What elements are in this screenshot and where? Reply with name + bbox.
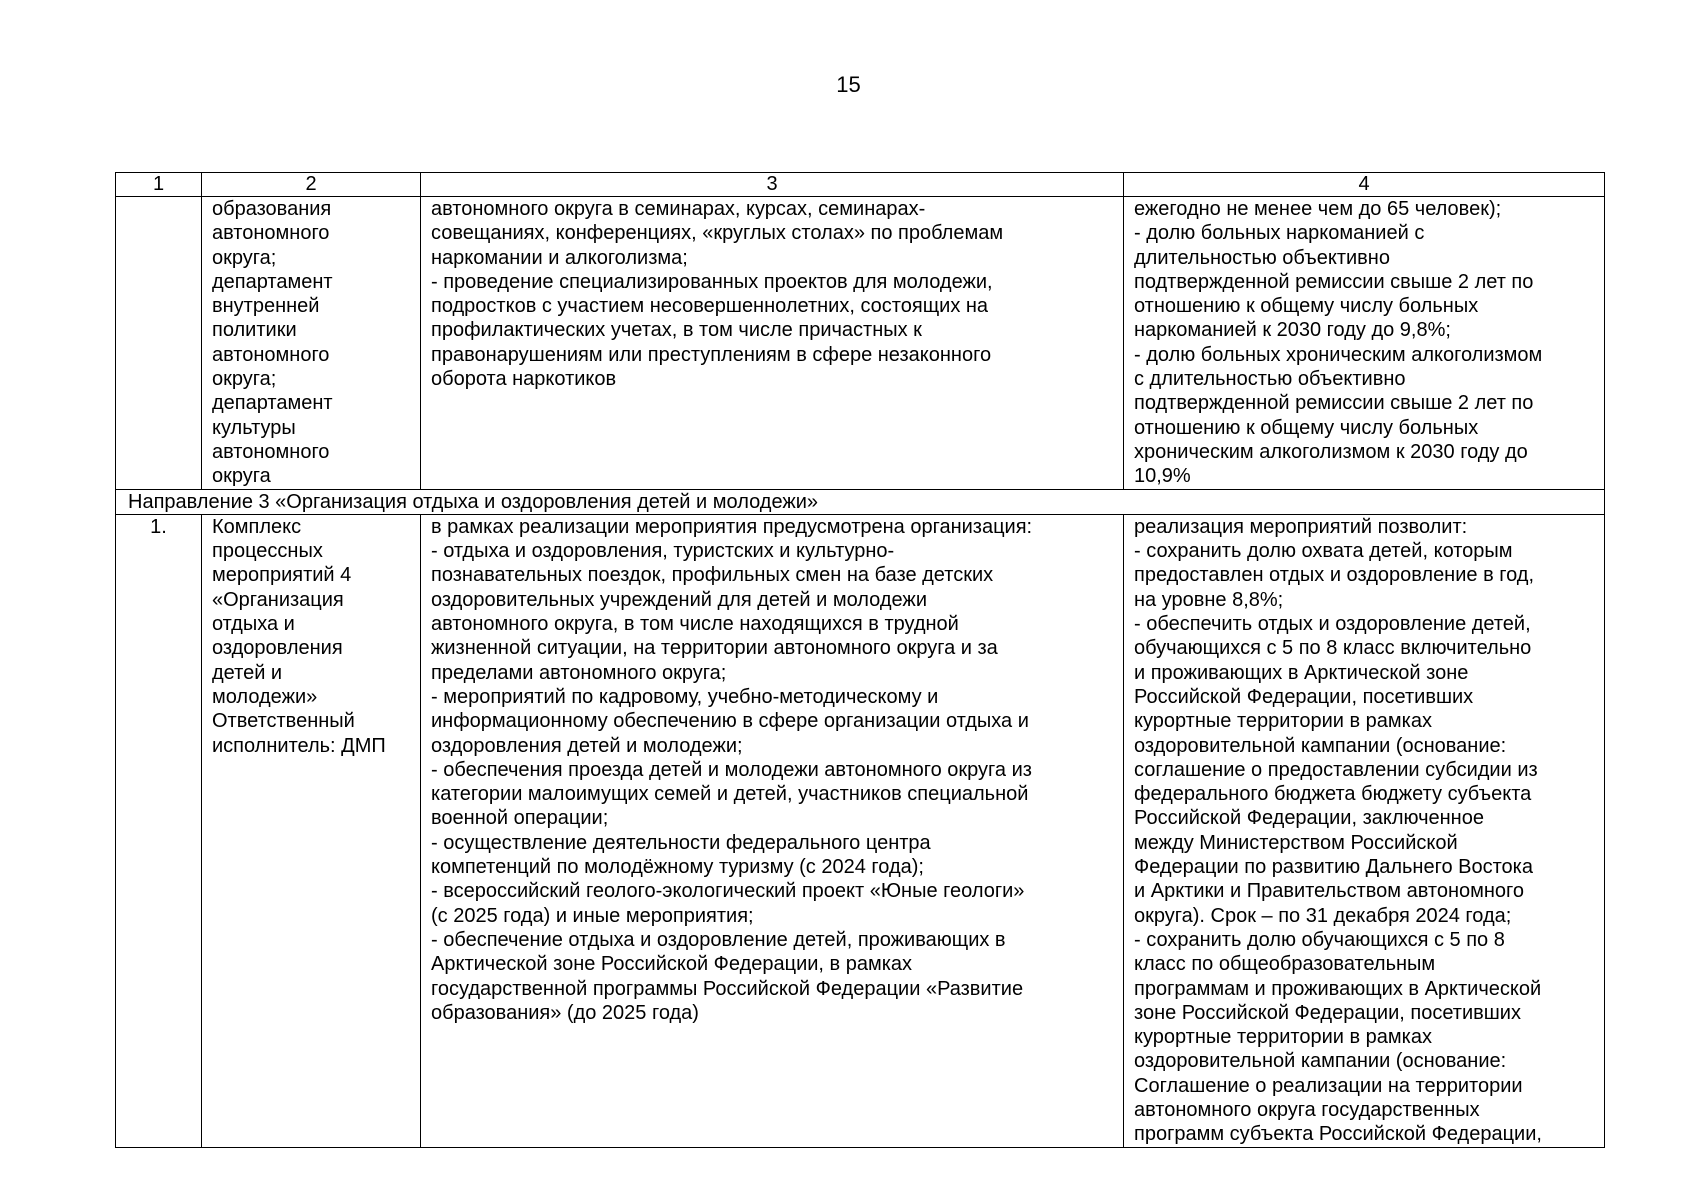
text-line: автономного — [212, 222, 330, 245]
text-line: оздоровительных учреждений для детей и молодежи — [431, 588, 927, 611]
text-line: предоставлен отдых и оздоровление в год, — [1134, 564, 1535, 587]
program-table — [115, 172, 1605, 1148]
text-line: - осуществление деятельности федерального центра — [431, 831, 931, 854]
text-line: - мероприятий по кадровому, учебно-методическому и — [431, 685, 939, 708]
text-line: с длительностью объективно — [1134, 368, 1406, 391]
text-line: познавательных поездок, профильных смен на базе детских — [431, 564, 994, 587]
header-cell-3: 3 — [421, 173, 1124, 197]
text-line: автономного — [212, 440, 330, 463]
text-line: - отдыха и оздоровления, туристских и культурно- — [431, 540, 895, 563]
text-line: оздоровления детей и молодежи; — [431, 734, 743, 757]
text-line: (с 2025 года) и иные мероприятия; — [431, 904, 754, 927]
text-line: мероприятий 4 — [212, 564, 352, 587]
text-line: оборота наркотиков — [431, 368, 617, 391]
text-line: отношению к общему числу больных — [1134, 295, 1479, 318]
text-line: в рамках реализации мероприятия предусмотрена организация: — [431, 515, 1033, 538]
text-line: военной операции; — [431, 807, 609, 830]
text-line: департамент — [212, 270, 333, 293]
page-number: 15 — [836, 72, 861, 97]
text-line: Ответственный — [212, 710, 355, 733]
responsible-cell — [202, 197, 421, 490]
text-line: Российской Федерации, посетивших — [1134, 685, 1474, 708]
text-line: на уровне 8,8%; — [1134, 588, 1284, 611]
text-line: 10,9% — [1134, 465, 1191, 488]
text-line: культуры — [212, 416, 296, 439]
text-line: внутренней — [212, 295, 320, 318]
text-line: соглашение о предоставлении субсидии из — [1134, 758, 1538, 781]
text-line: округа; — [212, 246, 277, 269]
text-line: подтвержденной ремиссии свыше 2 лет по — [1134, 270, 1534, 293]
text-line: зоне Российской Федерации, посетивших — [1134, 1001, 1521, 1024]
text-line: образования» (до 2025 года) — [431, 1001, 699, 1024]
text-line: округа — [212, 465, 271, 488]
text-line: программ субъекта Российской Федерации, — [1134, 1123, 1542, 1146]
text-line: информационному обеспечению в сфере организации отдыха и — [431, 710, 1029, 733]
text-line: - долю больных наркоманией с — [1134, 222, 1425, 245]
text-line: оздоровления — [212, 637, 343, 660]
text-line: курортные территории в рамках — [1134, 1026, 1432, 1049]
text-line: правонарушениям или преступлениям в сфере незаконного — [431, 343, 992, 366]
text-line: Арктической зоне Российской Федерации, в рамках — [431, 953, 913, 976]
text-line: класс по общеобразовательным — [1134, 953, 1436, 976]
text-line: профилактических учетах, в том числе причастных к — [431, 319, 922, 342]
text-line: Комплекс — [212, 515, 302, 538]
text-line: Федерации по развитию Дальнего Востока — [1134, 856, 1533, 879]
text-line: обучающихся с 5 по 8 класс включительно — [1134, 637, 1532, 660]
text-line: округа). Срок – по 31 декабря 2024 года; — [1134, 904, 1512, 927]
text-line: подтвержденной ремиссии свыше 2 лет по — [1134, 392, 1534, 415]
results-cell — [1124, 514, 1605, 1147]
text-line: хроническим алкоголизмом к 2030 году до — [1134, 440, 1528, 463]
header-cell-4: 4 — [1124, 173, 1605, 197]
text-line: Российской Федерации, заключенное — [1134, 807, 1484, 830]
text-line: оздоровительной кампании (основание: — [1134, 734, 1507, 757]
text-line: и проживающих в Арктической зоне — [1134, 661, 1469, 684]
table-row — [116, 514, 1605, 1147]
text-line: государственной программы Российской Федерации «Развитие — [431, 977, 1024, 1000]
text-line: образования — [212, 198, 332, 220]
row-number-cell: 1. — [116, 514, 202, 1147]
text-line: - обеспечить отдых и оздоровление детей, — [1134, 613, 1531, 636]
responsible-cell — [202, 514, 421, 1147]
text-line: программам и проживающих в Арктической — [1134, 977, 1542, 1000]
text-line: ежегодно не менее чем до 65 человек); — [1134, 198, 1502, 220]
text-line: компетенций по молодёжному туризму (с 2024 года); — [431, 856, 924, 879]
text-line: наркомании и алкоголизма; — [431, 246, 688, 269]
text-line: наркоманией к 2030 году до 9,8%; — [1134, 319, 1451, 342]
text-line: курортные территории в рамках — [1134, 710, 1432, 733]
text-line: оздоровительной кампании (основание: — [1134, 1050, 1507, 1073]
section-row — [116, 489, 1605, 514]
text-line: федерального бюджета бюджету субъекта — [1134, 783, 1532, 806]
text-line: - сохранить долю обучающихся с 5 по 8 — [1134, 928, 1505, 951]
table-row — [116, 197, 1605, 490]
text-line: - сохранить долю охвата детей, которым — [1134, 540, 1513, 563]
text-line: автономного округа, в том числе находящихся в трудной — [431, 613, 959, 636]
text-line: длительностью объективно — [1134, 246, 1390, 269]
text-line: процессных — [212, 540, 323, 563]
section-title: Направление 3 «Организация отдыха и оздоровления детей и молодежи» — [116, 489, 1605, 514]
text-line: категории малоимущих семей и детей, участников специальной — [431, 783, 1029, 806]
text-line: детей и — [212, 661, 283, 684]
text-line: между Министерством Российской — [1134, 831, 1458, 854]
text-line: совещаниях, конференциях, «круглых столах» по проблемам — [431, 222, 1004, 245]
text-line: пределами автономного округа; — [431, 661, 727, 684]
text-line: - обеспечение отдыха и оздоровление детей, проживающих в — [431, 928, 1006, 951]
text-line: отдыха и — [212, 613, 295, 636]
table-header-row — [116, 173, 1605, 197]
text-line: - проведение специализированных проектов для молодежи, — [431, 270, 993, 293]
text-line: молодежи» — [212, 685, 318, 708]
text-line: - долю больных хроническим алкоголизмом — [1134, 343, 1543, 366]
text-line: Соглашение о реализации на территории — [1134, 1074, 1523, 1097]
text-line: политики — [212, 319, 297, 342]
text-line: автономного округа государственных — [1134, 1098, 1480, 1121]
text-line: департамент — [212, 392, 333, 415]
text-line: подростков с участием несовершеннолетних, состоящих на — [431, 295, 989, 318]
header-cell-1: 1 — [116, 173, 202, 197]
text-line: отношению к общему числу больных — [1134, 416, 1479, 439]
text-line: и Арктики и Правительством автономного — [1134, 880, 1525, 903]
text-line: исполнитель: ДМП — [212, 734, 386, 757]
text-line: жизненной ситуации, на территории автономного округа и за — [431, 637, 998, 660]
text-line: автономного округа в семинарах, курсах, семинарах- — [431, 198, 926, 220]
header-cell-2: 2 — [202, 173, 421, 197]
text-line: «Организация — [212, 588, 344, 611]
results-cell — [1124, 197, 1605, 490]
text-line: округа; — [212, 368, 277, 391]
row-number-cell — [116, 197, 202, 490]
activities-cell — [421, 197, 1124, 490]
text-line: - обеспечения проезда детей и молодежи автономного округа из — [431, 758, 1032, 781]
text-line: реализация мероприятий позволит: — [1134, 515, 1468, 538]
text-line: автономного — [212, 343, 330, 366]
activities-cell — [421, 514, 1124, 1147]
text-line: - всероссийский геолого-экологический проект «Юные геологи» — [431, 880, 1025, 903]
